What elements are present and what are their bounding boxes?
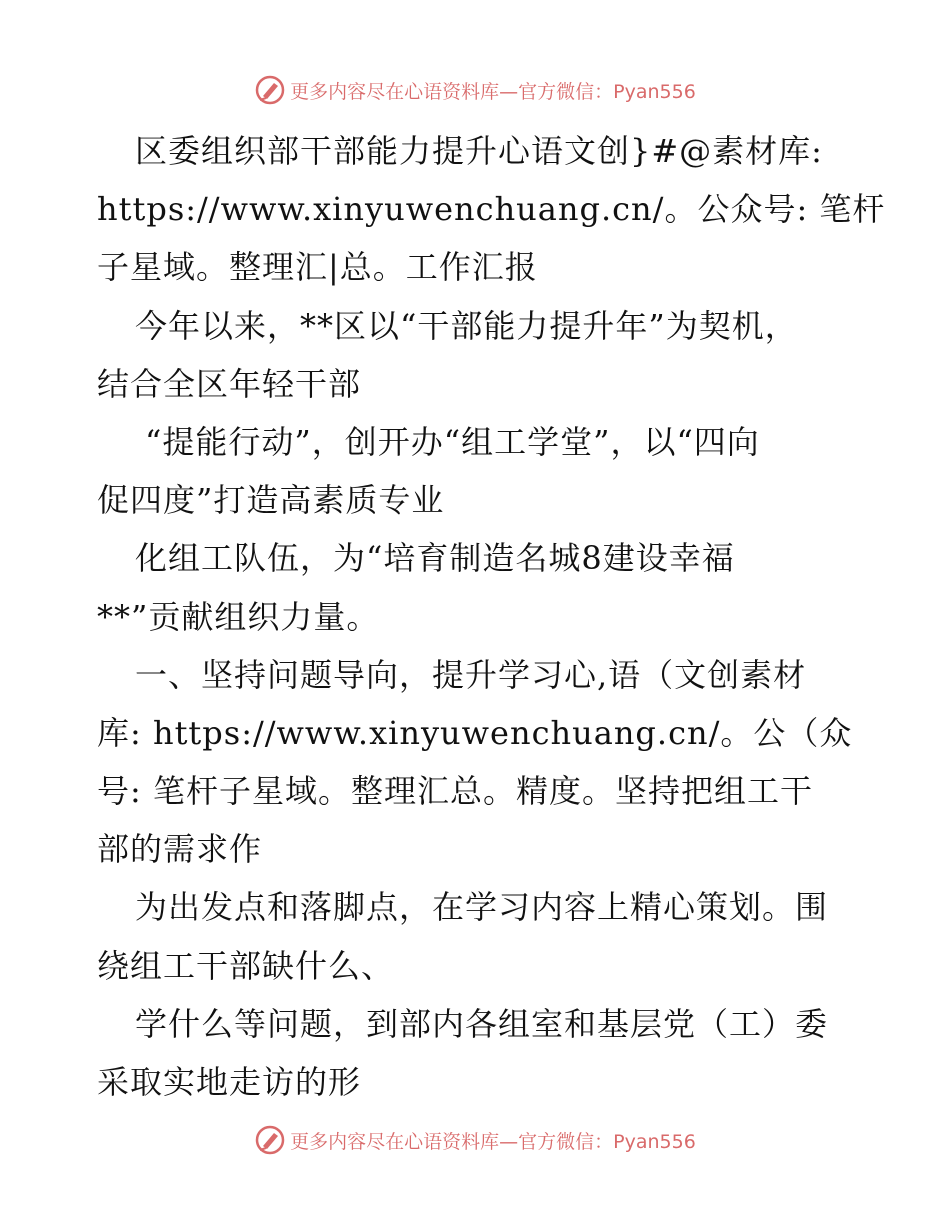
text-line: 部的需求作	[97, 830, 263, 869]
brand-logo-icon	[254, 74, 286, 106]
text-line: 今年以来，**区以“干部能力提升年”为契机，	[135, 306, 798, 345]
text-line: 促四度”打造高素质专业	[97, 481, 445, 520]
document-body	[97, 122, 886, 1111]
text-line: 学什么等问题，到部内各组室和基层党（工）委	[135, 1004, 829, 1043]
watermark-text: 更多内容尽在心语资料库—官方微信：Pyan556	[290, 1130, 696, 1153]
text-line: 为出发点和落脚点，在学习内容上精心策划。围	[135, 888, 829, 927]
text-line: 化组工队伍，为“培育制造名城8建设幸福	[135, 539, 735, 578]
text-line: **”贡献组织力量。	[97, 597, 380, 636]
footer-watermark	[0, 1120, 950, 1160]
text-line: 结合全区年轻干部	[97, 364, 362, 403]
header-watermark	[0, 70, 950, 110]
text-line: “提能行动”，创开办“组工学堂”，以“四向	[145, 422, 760, 461]
text-line: 区委组织部干部能力提升心语文创}#@素材库:	[135, 132, 823, 170]
text-line: 采取实地走访的形	[97, 1063, 362, 1101]
text-line: 号: 笔杆子星域。整理汇总。精度。坚持把组工干	[97, 772, 813, 811]
text-line: 绕组工干部缺什么、	[97, 946, 395, 985]
brand-logo-icon	[254, 1124, 286, 1156]
text-line: 库: https://www.xinyuwenchuang.cn/。公（众	[97, 713, 853, 752]
watermark-text: 更多内容尽在心语资料库—官方微信：Pyan556	[290, 80, 696, 103]
text-line: https://www.xinyuwenchuang.cn/。公众号: 笔杆	[97, 190, 886, 229]
text-line: 一、坚持问题导向，提升学习心,语（文创素材	[135, 655, 807, 694]
text-line: 子星域。整理汇|总。工作汇报	[97, 248, 538, 287]
